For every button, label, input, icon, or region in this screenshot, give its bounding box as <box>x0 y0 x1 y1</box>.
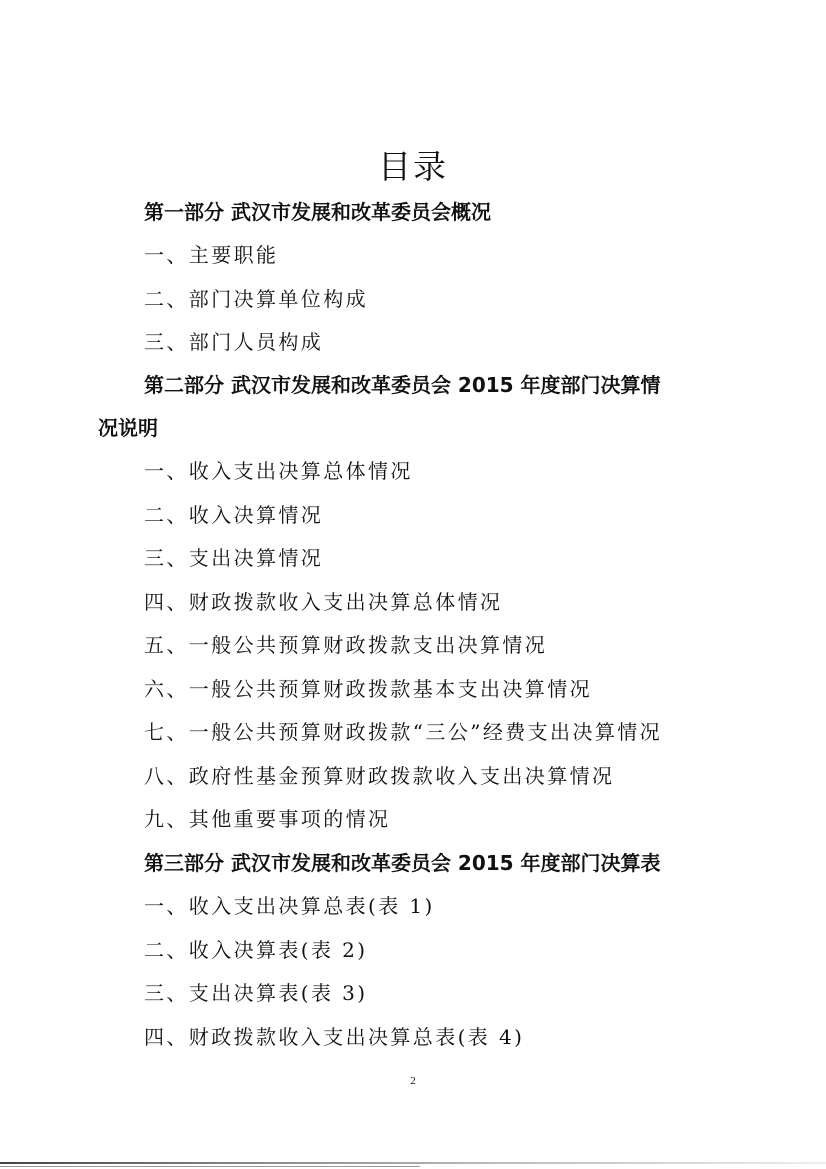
part2-item-1: 一、收入支出决算总体情况 <box>144 459 413 483</box>
part3-item-3: 三、支出决算表(表 3) <box>144 981 368 1005</box>
part2-item-8: 八、政府性基金预算财政拨款收入支出决算情况 <box>144 764 615 788</box>
toc-title: 目录 <box>378 147 448 186</box>
part2-item-6: 六、一般公共预算财政拨款基本支出决算情况 <box>144 677 592 701</box>
part1-item-3: 三、部门人员构成 <box>144 330 324 354</box>
part3-item-1: 一、收入支出决算总表(表 1) <box>144 894 435 918</box>
part1-heading: 第一部分 武汉市发展和改革委员会概况 <box>144 200 491 224</box>
part1-item-1: 一、主要职能 <box>144 243 279 267</box>
part3-heading: 第三部分 武汉市发展和改革委员会 2015 年度部门决算表 <box>144 851 661 875</box>
part2-item-2: 二、收入决算情况 <box>144 503 324 527</box>
part3-item-4: 四、财政拨款收入支出决算总表(表 4) <box>144 1025 525 1049</box>
part2-item-4: 四、财政拨款收入支出决算总体情况 <box>144 590 503 614</box>
page-number: 2 <box>410 1075 416 1087</box>
part2-heading-line1: 第二部分 武汉市发展和改革委员会 2015 年度部门决算情 <box>144 373 661 397</box>
part1-item-2: 二、部门决算单位构成 <box>144 287 368 311</box>
part3-item-2: 二、收入决算表(表 2) <box>144 938 368 962</box>
part2-item-3: 三、支出决算情况 <box>144 546 324 570</box>
scan-edge-line <box>0 1162 826 1164</box>
scan-edge-line-secondary <box>0 1166 420 1167</box>
part2-heading-line2: 况说明 <box>98 416 158 440</box>
part2-item-5: 五、一般公共预算财政拨款支出决算情况 <box>144 633 548 657</box>
part2-item-7: 七、一般公共预算财政拨款“三公”经费支出决算情况 <box>144 720 663 744</box>
part2-item-9: 九、其他重要事项的情况 <box>144 807 391 831</box>
